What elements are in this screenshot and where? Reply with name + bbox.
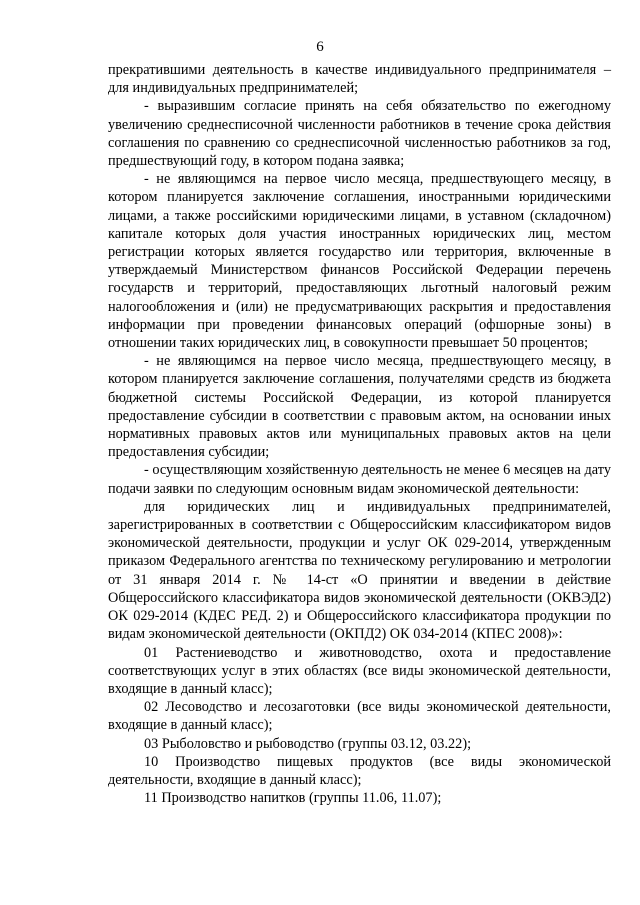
paragraph: - выразившим согласие принять на себя обязательство по ежегодному увеличению среднесписочной численности работников в течение срока действия соглашения по сравнению со среднесписочной численностью работников за год, предшествующий году, в котором подана заявка; — [108, 98, 611, 170]
paragraph: - не являющимся на первое число месяца, предшествующего месяцу, в котором планируется заключение соглашения, иностранными юридическими лицами, а также российскими юридическими лицами, в уставном (складочном) капитале которых доля участия иностранных юридических лиц, местом регистрации которых является государство или территория, включенные в утверждаемый Министерством финансов Российской Федерации перечень государств и территорий, предоставляющих льготный налоговый режим налогообложения и (или) не предусматривающих раскрытия и предоставления информации при проведении финансовых операций (офшорные зоны) в отношении таких юридических лиц, в совокупности превышает 50 процентов; — [108, 171, 611, 352]
paragraph: - не являющимся на первое число месяца, предшествующего месяцу, в котором планируется заключение соглашения, получателями средств из бюджета бюджетной системы Российской Федерации, из которой планируется предоставление субсидии в соответствии с правовым актом, на основании иных нормативных правовых актов или муниципальных правовых актов на цели предоставления субсидии; — [108, 353, 611, 461]
paragraph: прекратившими деятельность в качестве индивидуального предпринимателя – для индивидуальных предпринимателей; — [108, 62, 611, 97]
document-body — [108, 61, 611, 807]
paragraph: 01 Растениеводство и животноводство, охота и предоставление соответствующих услуг в этих областях (все виды экономической деятельности, входящие в данный класс); — [108, 644, 611, 697]
paragraph: для юридических лиц и индивидуальных предпринимателей, зарегистрированных в соответствии с Общероссийским классификатором видов экономической деятельности, продукции и услуг ОК 029-2014, утвержденным приказом Федерального агентства по техническому регулированию и метрологии от 31 января 2014 г. № 14-ст «О принятии и введении в действие Общероссийского классификатора видов экономической деятельности (ОКВЭД2) ОК 029-2014 (КДЕС РЕД. 2) и Общероссийского классификатора продукции по видам экономической деятельности (ОКПД2) ОК 034-2014 (КПЕС 2008)»: — [108, 498, 611, 643]
paragraph: 10 Производство пищевых продуктов (все виды экономической деятельности, входящие в данный класс); — [108, 753, 611, 788]
paragraph: 11 Производство напитков (группы 11.06, 11.07); — [144, 790, 442, 807]
paragraph: 02 Лесоводство и лесозаготовки (все виды экономической деятельности, входящие в данный класс); — [108, 699, 611, 734]
paragraph: 03 Рыболовство и рыбоводство (группы 03.12, 03.22); — [144, 735, 472, 752]
paragraph: - осуществляющим хозяйственную деятельность не менее 6 месяцев на дату подачи заявки по следующим основным видам экономической деятельности: — [108, 462, 611, 497]
page-number: 6 — [316, 39, 324, 55]
